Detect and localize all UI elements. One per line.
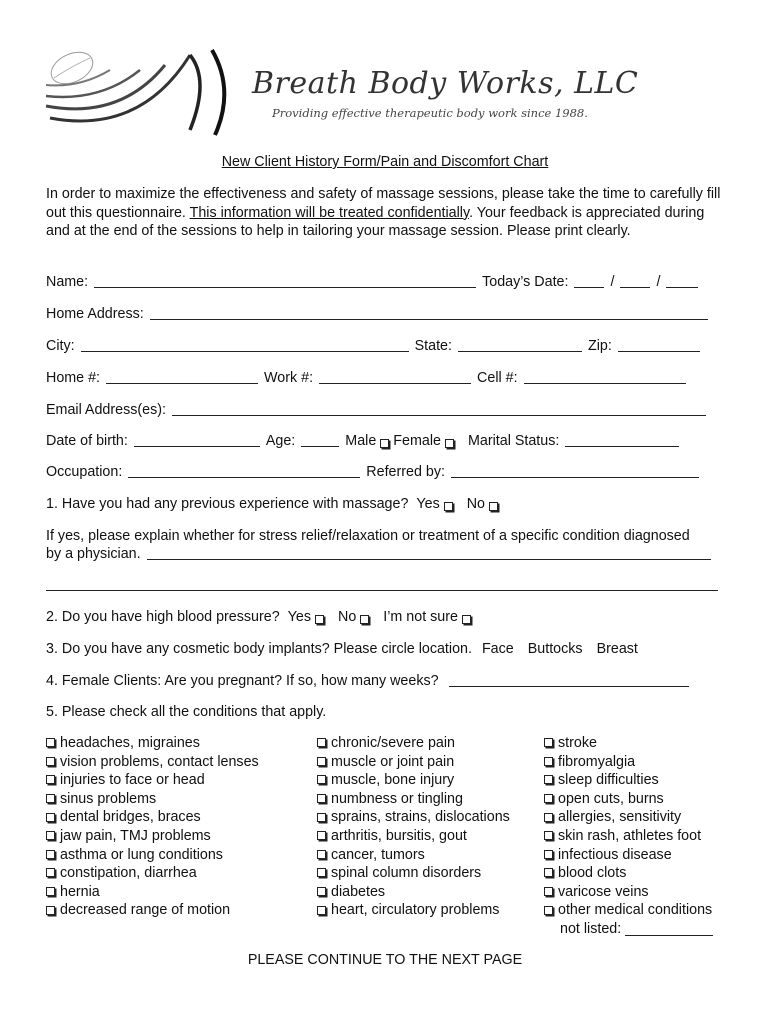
q1-explain-field-line-2[interactable]: [46, 590, 718, 591]
intro-text-1: In order to maximize the effectiveness and safety of massage sessions, please take the time to carefully fill out this questionnaire.: [46, 186, 721, 221]
dob-row: [46, 429, 685, 449]
todays-date-label: Today’s Date:: [482, 274, 569, 290]
logo: [40, 40, 660, 150]
q1-yes-checkbox[interactable]: [444, 502, 453, 511]
dob-field[interactable]: [134, 432, 260, 447]
condition-label: decreased range of motion: [60, 902, 231, 919]
condition-item[interactable]: [46, 808, 259, 827]
condition-checkbox[interactable]: [317, 831, 326, 840]
condition-label: jaw pain, TMJ problems: [60, 827, 211, 844]
not-listed-label: not listed:: [560, 920, 622, 937]
home-phone-label: Home #:: [46, 370, 101, 386]
condition-checkbox[interactable]: [544, 813, 553, 822]
q1-explain-field[interactable]: [147, 545, 711, 560]
referred-by-label: Referred by:: [366, 464, 445, 480]
question-1-row: [46, 492, 502, 512]
condition-label: blood clots: [558, 865, 627, 882]
condition-item[interactable]: [544, 846, 717, 865]
condition-item[interactable]: [544, 901, 717, 920]
condition-checkbox[interactable]: [544, 887, 553, 896]
question-2-row: [46, 605, 475, 625]
date-day-field[interactable]: [620, 273, 650, 288]
condition-item[interactable]: [544, 808, 717, 827]
home-address-label: Home Address:: [46, 306, 144, 322]
condition-checkbox[interactable]: [46, 757, 55, 766]
condition-label: constipation, diarrhea: [60, 865, 197, 882]
condition-label: allergies, sensitivity: [558, 809, 682, 826]
condition-item[interactable]: [317, 846, 510, 865]
q1-explain-row-2: [46, 542, 717, 562]
condition-label: heart, circulatory problems: [331, 902, 500, 919]
condition-item[interactable]: [317, 827, 510, 846]
name-row: [46, 270, 704, 290]
q1-yes-label: Yes: [416, 496, 440, 512]
condition-item[interactable]: [317, 734, 510, 753]
conditions-column-1: [46, 734, 259, 920]
email-label: Email Address(es):: [46, 402, 166, 418]
q2-not-sure-checkbox[interactable]: [462, 615, 471, 624]
condition-item[interactable]: [317, 901, 510, 920]
condition-item[interactable]: [544, 753, 717, 772]
condition-checkbox[interactable]: [46, 831, 55, 840]
home-address-field[interactable]: [150, 305, 708, 320]
cell-phone-label: Cell #:: [477, 370, 518, 386]
condition-item[interactable]: [544, 883, 717, 902]
condition-checkbox[interactable]: [544, 850, 553, 859]
condition-label: asthma or lung conditions: [60, 846, 223, 863]
condition-label: hernia: [60, 883, 100, 900]
condition-checkbox[interactable]: [46, 906, 55, 915]
state-label: State:: [414, 338, 452, 354]
condition-label: dental bridges, braces: [60, 809, 201, 826]
home-phone-field[interactable]: [106, 369, 258, 384]
not-listed-row: [544, 920, 717, 939]
condition-item[interactable]: [544, 771, 717, 790]
condition-checkbox[interactable]: [46, 850, 55, 859]
q2-yes-label: Yes: [287, 609, 311, 625]
condition-item[interactable]: [46, 790, 259, 809]
brand-tagline: Providing effective therapeutic body work since 1988.: [272, 106, 588, 120]
conditions-column-2: [317, 734, 510, 920]
condition-item[interactable]: [317, 790, 510, 809]
email-row: [46, 398, 712, 418]
cell-phone-field[interactable]: [524, 369, 686, 384]
condition-checkbox[interactable]: [544, 775, 553, 784]
female-label: Female: [393, 433, 441, 449]
dob-label: Date of birth:: [46, 433, 128, 449]
condition-item[interactable]: [46, 901, 259, 920]
continue-footer: PLEASE CONTINUE TO THE NEXT PAGE: [247, 952, 523, 968]
question-3-row: [46, 637, 638, 657]
condition-item[interactable]: [544, 827, 717, 846]
brand-name: Breath Body Works, LLC: [252, 66, 639, 101]
condition-checkbox[interactable]: [46, 887, 55, 896]
occupation-row: [46, 460, 705, 480]
condition-label: vision problems, contact lenses: [60, 753, 259, 770]
q1-explain-row: [46, 524, 690, 544]
work-phone-label: Work #:: [264, 370, 314, 386]
condition-label: muscle or joint pain: [331, 753, 455, 770]
conditions-column-3: [544, 734, 717, 939]
condition-label: sinus problems: [60, 790, 157, 807]
condition-label: open cuts, burns: [558, 790, 664, 807]
occupation-label: Occupation:: [46, 464, 123, 480]
condition-item[interactable]: [544, 864, 717, 883]
date-year-field[interactable]: [666, 273, 698, 288]
condition-label: spinal column disorders: [331, 865, 482, 882]
male-checkbox[interactable]: [380, 439, 389, 448]
condition-label: muscle, bone injury: [331, 772, 455, 789]
address-row: [46, 302, 714, 322]
condition-label: cancer, tumors: [331, 846, 425, 863]
state-field[interactable]: [458, 337, 582, 352]
condition-checkbox[interactable]: [317, 794, 326, 803]
referred-by-field[interactable]: [451, 463, 699, 478]
form-title: New Client History Form/Pain and Discomfort Chart: [221, 154, 549, 170]
condition-label: headaches, migraines: [60, 735, 200, 751]
intro-confidential-note: This information will be treated confidentially: [189, 204, 470, 221]
condition-label: varicose veins: [558, 883, 649, 900]
city-label: City:: [46, 338, 75, 354]
marital-status-label: Marital Status:: [467, 433, 560, 449]
condition-item[interactable]: [46, 864, 259, 883]
condition-item[interactable]: [46, 771, 259, 790]
implant-location-buttocks[interactable]: Buttocks: [527, 641, 583, 657]
condition-label: numbness or tingling: [331, 790, 463, 807]
name-label: Name:: [46, 274, 89, 290]
condition-checkbox[interactable]: [317, 906, 326, 915]
condition-checkbox[interactable]: [46, 775, 55, 784]
q1-explain-text-2: by a physician.: [46, 546, 141, 562]
pregnancy-weeks-field[interactable]: [449, 672, 689, 687]
female-checkbox[interactable]: [445, 439, 454, 448]
condition-checkbox[interactable]: [544, 794, 553, 803]
condition-item[interactable]: [46, 753, 259, 772]
age-field[interactable]: [301, 432, 339, 447]
q2-yes-checkbox[interactable]: [315, 615, 324, 624]
q1-no-label: No: [466, 496, 486, 512]
condition-checkbox[interactable]: [317, 757, 326, 766]
condition-checkbox[interactable]: [46, 868, 55, 877]
condition-item[interactable]: [46, 846, 259, 865]
condition-checkbox[interactable]: [317, 850, 326, 859]
condition-item[interactable]: [46, 883, 259, 902]
condition-label: sleep difficulties: [558, 772, 659, 789]
city-row: [46, 334, 706, 354]
condition-checkbox[interactable]: [46, 813, 55, 822]
not-listed-field[interactable]: [625, 921, 713, 936]
age-label: Age:: [265, 433, 296, 449]
condition-label: injuries to face or head: [60, 772, 205, 789]
condition-label: diabetes: [331, 883, 386, 900]
condition-item[interactable]: [317, 771, 510, 790]
phone-row: [46, 366, 692, 386]
occupation-field[interactable]: [128, 463, 360, 478]
condition-checkbox[interactable]: [317, 868, 326, 877]
intro-paragraph: [46, 185, 728, 241]
question-5-row: [46, 700, 326, 720]
question-4: 4. Female Clients: Are you pregnant? If so, how many weeks?: [46, 673, 439, 689]
condition-item[interactable]: [317, 753, 510, 772]
city-field[interactable]: [81, 337, 409, 352]
q1-no-checkbox[interactable]: [489, 502, 498, 511]
date-separator: /: [610, 274, 615, 290]
condition-label: sprains, strains, dislocations: [331, 809, 510, 826]
male-label: Male: [345, 433, 377, 449]
implant-location-breast[interactable]: Breast: [596, 641, 638, 657]
condition-checkbox[interactable]: [544, 831, 553, 840]
zip-field[interactable]: [618, 337, 700, 352]
leaf-arcs-logo-icon: [40, 40, 240, 140]
condition-checkbox[interactable]: [46, 738, 55, 747]
condition-item[interactable]: [46, 734, 259, 753]
condition-label: other medical conditions: [558, 902, 713, 919]
condition-item[interactable]: [544, 734, 717, 753]
condition-item[interactable]: [317, 864, 510, 883]
condition-checkbox[interactable]: [46, 794, 55, 803]
marital-status-field[interactable]: [565, 432, 679, 447]
question-2: 2. Do you have high blood pressure?: [46, 609, 280, 625]
condition-label: fibromyalgia: [558, 753, 636, 770]
condition-label: stroke: [558, 735, 597, 751]
email-field[interactable]: [172, 401, 706, 416]
condition-label: chronic/severe pain: [331, 735, 455, 751]
condition-item[interactable]: [544, 790, 717, 809]
implant-location-face[interactable]: Face: [481, 641, 514, 657]
name-field[interactable]: [94, 273, 476, 288]
condition-checkbox[interactable]: [317, 775, 326, 784]
question-1: 1. Have you had any previous experience with massage?: [46, 496, 409, 512]
intro-text-2: . Your feedback is appreciated during and at the end of the sessions to help in tailoring your massage session. Please print clearly.: [46, 204, 705, 240]
date-month-field[interactable]: [574, 273, 604, 288]
condition-item[interactable]: [317, 808, 510, 827]
question-4-row: [46, 669, 695, 689]
condition-checkbox[interactable]: [544, 906, 553, 915]
condition-label: infectious disease: [558, 846, 672, 863]
condition-checkbox[interactable]: [544, 757, 553, 766]
condition-checkbox[interactable]: [317, 813, 326, 822]
condition-checkbox[interactable]: [544, 738, 553, 747]
condition-item[interactable]: [46, 827, 259, 846]
q1-explain-text: If yes, please explain whether for stress relief/relaxation or treatment of a specific condition diagnosed: [46, 528, 690, 544]
q2-no-checkbox[interactable]: [360, 615, 369, 624]
q2-no-label: No: [338, 609, 357, 625]
condition-checkbox[interactable]: [544, 868, 553, 877]
condition-checkbox[interactable]: [317, 887, 326, 896]
condition-label: skin rash, athletes foot: [558, 827, 702, 844]
zip-label: Zip:: [587, 338, 612, 354]
condition-label: arthritis, bursitis, gout: [331, 827, 467, 844]
work-phone-field[interactable]: [319, 369, 471, 384]
question-3: 3. Do you have any cosmetic body implants? Please circle location.: [46, 641, 472, 657]
q2-not-sure-label: I’m not sure: [383, 609, 458, 625]
condition-item[interactable]: [317, 883, 510, 902]
question-5: 5. Please check all the conditions that apply.: [46, 704, 327, 720]
condition-checkbox[interactable]: [317, 738, 326, 747]
date-separator: /: [656, 274, 661, 290]
